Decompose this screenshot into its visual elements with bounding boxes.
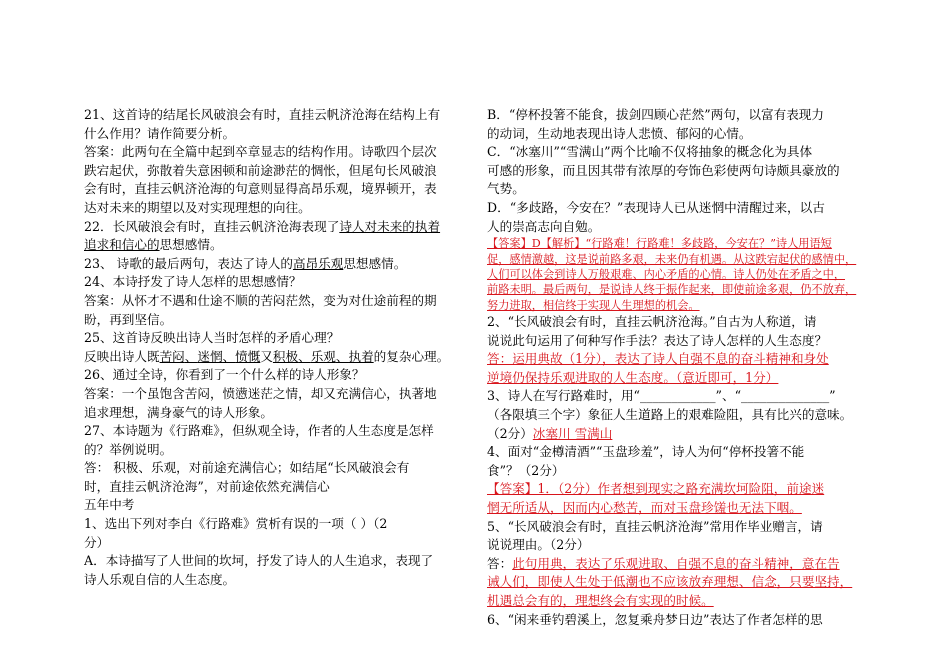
a25-part: 的复杂心理。 [373, 348, 450, 364]
q23-line [84, 255, 468, 274]
answer-1-line: 促，感情激越，这是说前路多艰，未来仍有机遇。从这跌宕起伏的感情中， [487, 252, 857, 266]
a21-line-1: 答案：此两句在全篇中起到卒章显志的结构作用。诗歌四个层次 [84, 144, 437, 160]
a25-part: 反映出诗人既 [84, 348, 160, 364]
mq4-line-1: 4、面对“金樽清酒”“玉盘珍羞”，诗人为何“停杯投箸不能 [487, 444, 805, 460]
q22-underline-1: 诗人对未来的执着 [339, 218, 441, 234]
mq6-line: 6、“闲来垂钓碧溪上，忽复乘舟梦日边”表达了作者怎样的思 [487, 611, 823, 627]
mq3-line-3 [487, 425, 873, 444]
option-d-line-2: 人的崇高志向自勉。 [487, 218, 601, 234]
answer-4-line-2: 惘无所适从，因而内心愁苦，而对玉盘珍馐也无法下咽。 [487, 500, 802, 516]
mq3-line-2: （各限填三个字）象征人生道路上的艰难险阻，具有比兴的意味。 [487, 407, 853, 423]
answer-2-line-1: 答：运用典故（1分），表达了诗人自强不息的奋斗精神和身处 [487, 351, 829, 367]
q23-suffix: 思想感情。 [343, 255, 407, 271]
right-column [487, 106, 873, 629]
answer-4-line-1: 【答案】1．（2分）作者想到现实之路充满坎坷险阻，前途迷 [487, 481, 825, 497]
a25-part: 迷惘 [197, 348, 223, 364]
mq5-line-2: 说说理由。（2分） [487, 537, 590, 553]
a25-part: 、 [184, 348, 198, 364]
answer-1-line: 人们可以体会到诗人万般艰难、内心矛盾的心情。诗人仍处在矛盾之中， [487, 267, 846, 281]
answer-1-line: 努力进取，相信终于实现人生理想的机会。 [487, 298, 700, 312]
answer-5-prefix: 答： [487, 555, 513, 571]
a25-part: 、 [298, 348, 311, 364]
q21-line-1: 21、这首诗的结尾长风破浪会有时，直挂云帆济沧海在结构上有 [84, 107, 441, 122]
a21-line-3: 会有时，直挂云帆济沧海的句意则显得高昂乐观，境界顿开，表 [84, 181, 437, 197]
a21-line-4: 达对未来的期望以及对实现理想的向往。 [84, 199, 311, 215]
mq1-line-2: 分） [84, 534, 110, 550]
q22-underline-2: 追求和信心的 [84, 237, 160, 253]
mq4-line-2: 食”？（2分） [487, 462, 565, 478]
a25-part: 、 [222, 348, 236, 364]
mq1-line-1: 1、选出下列对李白《行路难》赏析有误的一项（ ）（2 [84, 516, 388, 532]
a27-line-2: 时，直挂云帆济沧海”，对前途依然充满信心 [84, 478, 330, 494]
answer-2-line-2: 逆境仍保持乐观进取的人生态度。（意近即可，1分） [487, 369, 779, 385]
a25-part: 、 [335, 348, 349, 364]
option-a-line-1: A．本诗描写了人世间的坎坷，抒发了诗人的人生追求，表现了 [84, 553, 434, 569]
a25-line [84, 348, 468, 367]
a25-part: 又 [260, 348, 273, 364]
answer-1-line: 前路未明。最后两句，是说诗人终于振作起来，即使前途多艰，仍不放弃， [487, 283, 857, 297]
a27-line-1: 答： 积极、乐观，对前途充满信心；如结尾“长风破浪会有 [84, 460, 410, 476]
left-column [84, 106, 468, 589]
q25-line: 25、这首诗反映出诗人当时怎样的矛盾心理？ [84, 330, 340, 346]
q27-line-1: 27、本诗题为《行路难》，但纵观全诗，作者的人生态度是怎样 [84, 423, 434, 439]
a24-line-1: 答案：从怀才不遇和仕途不顺的苦闷茫然，变为对仕途前程的期 [84, 292, 437, 308]
a21-line-2: 跌宕起伏，弥散着失意困顿和前途渺茫的惆怅，但尾句长风破浪 [84, 162, 437, 178]
q26-line: 26、通过全诗，你看到了一个什么样的诗人形象？ [84, 367, 365, 383]
a26-line-1: 答案：一个虽饱含苦闷，愤懑迷茫之情，却又充满信心，执著地 [84, 385, 437, 401]
a25-part: 苦闷 [159, 348, 185, 364]
option-a-line-2: 诗人乐观自信的人生态度。 [84, 571, 236, 587]
mq3-line-1: 3、诗人在写行路难时，用“____________”、“______________” [487, 388, 836, 404]
q23-underline: 高昂乐观 [292, 255, 344, 271]
option-c-line-2: 可感的形象，而且因其带有浓厚的夸饰色彩使两句诗颇具豪放的 [487, 162, 840, 178]
option-c-line-3: 气势。 [487, 181, 525, 197]
q22-line-1 [84, 218, 468, 237]
option-b-line-1: B．“停杯投箸不能食，拔剑四顾心茫然”两句，以富有表现力 [487, 107, 824, 122]
a25-part: 愤慨 [235, 348, 261, 364]
answer-5-text: 此句用典，表达了乐观进取、自强不息的奋斗精神，意在告 [512, 555, 840, 571]
a25-part: 乐观 [310, 348, 336, 364]
q22-line-2 [84, 236, 468, 255]
option-d-line-1: D．“多歧路，今安在？”表现诗人已从迷惘中清醒过来，以古 [487, 199, 825, 215]
q23-prefix: 23、 诗歌的最后两句，表达了诗人的 [84, 255, 293, 271]
q24-line: 24、本诗抒发了诗人怎样的思想感情？ [84, 274, 302, 290]
answer-5-line-1 [487, 555, 873, 574]
a25-part: 执着 [348, 348, 374, 364]
section-heading: 五年中考 [84, 497, 135, 513]
a26-line-2: 追求理想，满身豪气的诗人形象。 [84, 404, 273, 420]
mq5-line-1: 5、“长风破浪会有时，直挂云帆济沧海”常用作毕业赠言，请 [487, 518, 823, 534]
answer-1-line: 【答案】D【解析】“行路难！行路难！多歧路，今安在？”诗人用语短 [487, 237, 832, 251]
a25-part: 积极 [272, 348, 299, 364]
answer-5-line-3: 机遇总会有的，理想终会有实现的时候。 [487, 593, 714, 609]
q22-prefix: 22．长风破浪会有时，直挂云帆济沧海表现了 [84, 218, 340, 234]
q22-suffix: 思想感情。 [159, 237, 223, 253]
answer-5-line-2: 诫人们，即使人生处于低潮也不应该放弃理想、信念，只要坚持， [487, 574, 853, 590]
mq2-line-1: 2、“长风破浪会有时，直挂云帆济沧海。”自古为人称道，请 [487, 314, 817, 330]
answer-1-block [487, 236, 873, 313]
mq3-score: （2分） [487, 425, 533, 441]
a24-line-2: 盼，再到坚信。 [84, 311, 173, 327]
answer-3: 冰塞川 雪满山 [532, 425, 613, 441]
option-b-line-2: 的动词，生动地表现出诗人悲愤、郁闷的心情。 [487, 125, 752, 141]
mq2-line-2: 说说此句运用了何种写作手法？表达了诗人怎样的人生态度？ [487, 332, 828, 348]
q21-line-2: 什么作用？请作简要分析。 [84, 125, 236, 141]
option-c-line-1: C．“冰塞川”“雪满山”两个比喻不仅将抽象的概念化为具体 [487, 144, 813, 160]
q27-line-2: 的？举例说明。 [84, 441, 173, 457]
